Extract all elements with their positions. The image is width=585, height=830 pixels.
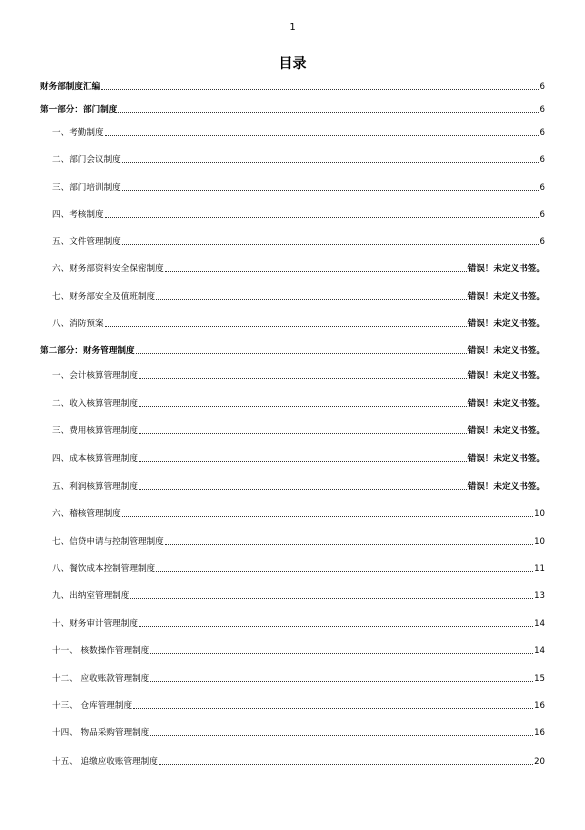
toc-entry-label: 八、消防预案 bbox=[52, 319, 104, 329]
toc-entry[interactable] bbox=[52, 479, 545, 493]
toc-entry-label: 十二、 应收账款管理制度 bbox=[52, 674, 150, 684]
toc-dot-leader bbox=[139, 488, 467, 490]
toc-dot-leader bbox=[118, 111, 538, 113]
toc-entry[interactable] bbox=[52, 125, 545, 139]
toc-entry-label: 四、成本核算管理制度 bbox=[52, 454, 138, 464]
toc-entry[interactable] bbox=[52, 368, 545, 382]
toc-entry-label: 财务部制度汇编 bbox=[40, 82, 101, 92]
toc-entry-label: 一、考勤制度 bbox=[52, 128, 104, 138]
toc-entry[interactable] bbox=[52, 207, 545, 221]
toc-entry[interactable] bbox=[52, 423, 545, 437]
toc-entry-page: 错误！未定义书签。 bbox=[467, 454, 545, 464]
toc-entry[interactable] bbox=[52, 180, 545, 194]
toc-dot-leader bbox=[105, 216, 539, 218]
toc-entry-page: 15 bbox=[534, 674, 545, 684]
toc-entry-page: 20 bbox=[534, 757, 545, 767]
toc-dot-leader bbox=[136, 352, 467, 354]
toc-entry-page: 错误！未定义书签。 bbox=[467, 426, 545, 436]
toc-entry[interactable] bbox=[52, 396, 545, 410]
toc-entry-page: 16 bbox=[534, 728, 545, 738]
toc-entry-label: 九、出纳室管理制度 bbox=[52, 591, 130, 601]
toc-entry-page: 错误！未定义书签。 bbox=[467, 482, 545, 492]
toc-dot-leader bbox=[105, 325, 467, 327]
toc-entry[interactable] bbox=[52, 561, 545, 575]
toc-entry-page: 6 bbox=[539, 105, 545, 115]
toc-entry-page: 错误！未定义书签。 bbox=[467, 319, 545, 329]
toc-dot-leader bbox=[122, 515, 533, 517]
toc-entry-page: 错误！未定义书签。 bbox=[467, 371, 545, 381]
toc-entry-page: 错误！未定义书签。 bbox=[467, 292, 545, 302]
toc-entry-label: 七、财务部安全及值班制度 bbox=[52, 292, 156, 302]
toc-entry[interactable] bbox=[52, 616, 545, 630]
toc-entry-label: 十、财务审计管理制度 bbox=[52, 619, 138, 629]
toc-entry-page: 6 bbox=[539, 82, 545, 92]
toc-entry-label: 四、考核制度 bbox=[52, 210, 104, 220]
toc-entry[interactable] bbox=[52, 698, 545, 712]
toc-entry-page: 错误！未定义书签。 bbox=[467, 264, 545, 274]
toc-dot-leader bbox=[101, 88, 538, 90]
toc-entry-label: 八、餐饮成本控制管理制度 bbox=[52, 564, 156, 574]
toc-entry[interactable] bbox=[52, 316, 545, 330]
toc-dot-leader bbox=[133, 707, 533, 709]
toc-entry[interactable] bbox=[52, 534, 545, 548]
toc-entry-label: 三、费用核算管理制度 bbox=[52, 426, 138, 436]
toc-entry[interactable] bbox=[52, 451, 545, 465]
toc-entry[interactable] bbox=[40, 343, 545, 357]
toc-dot-leader bbox=[139, 625, 533, 627]
toc-dot-leader bbox=[139, 460, 467, 462]
toc-entry[interactable] bbox=[52, 152, 545, 166]
toc-dot-leader bbox=[139, 405, 467, 407]
toc-entry-page: 错误！未定义书签。 bbox=[467, 346, 545, 356]
toc-entry-page: 6 bbox=[539, 128, 545, 138]
toc-entry-label: 第二部分：财务管理制度 bbox=[40, 346, 135, 356]
toc-entry-label: 十三、 仓库管理制度 bbox=[52, 701, 133, 711]
toc-dot-leader bbox=[165, 270, 467, 272]
toc-entry-page: 6 bbox=[539, 155, 545, 165]
toc-entry-label: 一、会计核算管理制度 bbox=[52, 371, 138, 381]
toc-entry-label: 六、财务部资料安全保密制度 bbox=[52, 264, 164, 274]
toc-entry-page: 10 bbox=[534, 509, 545, 519]
toc-dot-leader bbox=[130, 597, 533, 599]
toc-dot-leader bbox=[156, 298, 467, 300]
toc-entry-page: 13 bbox=[534, 591, 545, 601]
toc-entry[interactable] bbox=[52, 754, 545, 768]
toc-entry[interactable] bbox=[52, 643, 545, 657]
toc-entry[interactable] bbox=[52, 506, 545, 520]
toc-dot-leader bbox=[150, 734, 533, 736]
toc-entry-page: 6 bbox=[539, 237, 545, 247]
toc-entry-page: 6 bbox=[539, 183, 545, 193]
toc-entry[interactable] bbox=[52, 671, 545, 685]
toc-dot-leader bbox=[159, 763, 533, 765]
toc-dot-leader bbox=[139, 432, 467, 434]
toc-entry[interactable] bbox=[52, 261, 545, 275]
toc-entry-label: 第一部分：部门制度 bbox=[40, 105, 118, 115]
toc-entry-page: 11 bbox=[534, 564, 545, 574]
toc-entry[interactable] bbox=[52, 588, 545, 602]
toc-entry-label: 六、稽核管理制度 bbox=[52, 509, 121, 519]
toc-title: 目录 bbox=[278, 56, 307, 72]
toc-entry-page: 错误！未定义书签。 bbox=[467, 399, 545, 409]
toc-dot-leader bbox=[150, 680, 533, 682]
page-number: 1 bbox=[289, 22, 296, 33]
toc-entry-label: 十四、 物品采购管理制度 bbox=[52, 728, 150, 738]
toc-entry-label: 十一、 核数操作管理制度 bbox=[52, 646, 150, 656]
toc-dot-leader bbox=[150, 652, 533, 654]
toc-entry-page: 14 bbox=[534, 646, 545, 656]
toc-dot-leader bbox=[122, 161, 539, 163]
toc-dot-leader bbox=[156, 570, 533, 572]
toc-entry-label: 三、部门培训制度 bbox=[52, 183, 121, 193]
toc-dot-leader bbox=[165, 543, 533, 545]
toc-dot-leader bbox=[122, 243, 539, 245]
toc-entry-label: 十五、 追缴应收账管理制度 bbox=[52, 757, 158, 767]
toc-entry-label: 二、部门会议制度 bbox=[52, 155, 121, 165]
toc-dot-leader bbox=[122, 189, 539, 191]
toc-entry-label: 二、收入核算管理制度 bbox=[52, 399, 138, 409]
toc-entry-page: 14 bbox=[534, 619, 545, 629]
toc-entry[interactable] bbox=[40, 79, 545, 93]
toc-dot-leader bbox=[139, 377, 467, 379]
toc-entry-label: 五、文件管理制度 bbox=[52, 237, 121, 247]
toc-entry-page: 6 bbox=[539, 210, 545, 220]
toc-dot-leader bbox=[105, 134, 539, 136]
toc-entry[interactable] bbox=[40, 102, 545, 116]
toc-entry[interactable] bbox=[52, 725, 545, 739]
toc-entry-label: 七、信贷申请与控制管理制度 bbox=[52, 537, 164, 547]
toc-entry[interactable] bbox=[52, 234, 545, 248]
toc-entry-page: 16 bbox=[534, 701, 545, 711]
toc-entry-label: 五、利润核算管理制度 bbox=[52, 482, 138, 492]
toc-entry[interactable] bbox=[52, 289, 545, 303]
toc-entry-page: 10 bbox=[534, 537, 545, 547]
